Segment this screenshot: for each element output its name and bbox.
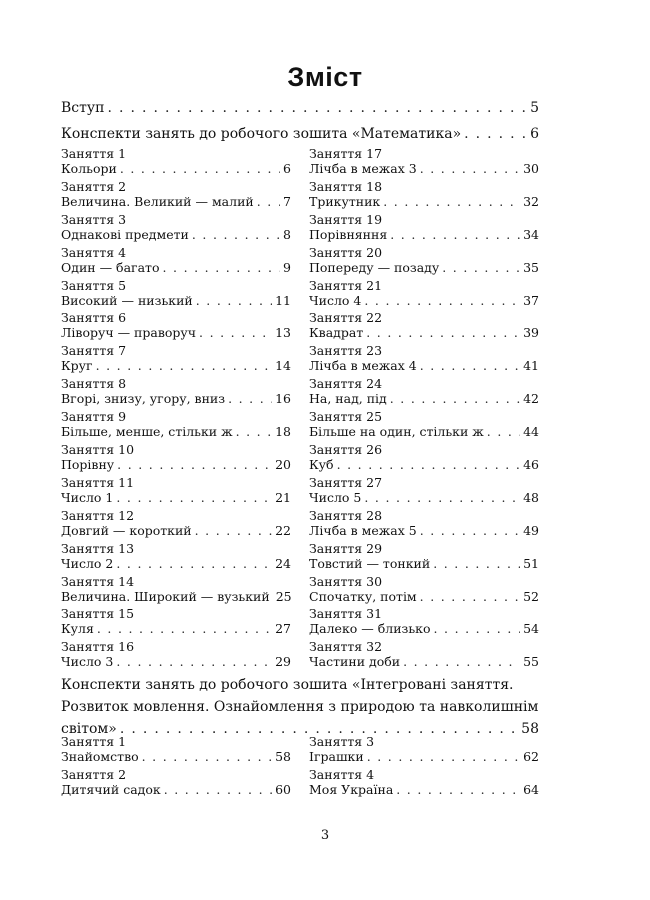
- toc-lesson-entry[interactable]: [309, 639, 539, 672]
- toc-column-right-2: [309, 734, 539, 800]
- toc-lesson-entry[interactable]: [309, 541, 539, 574]
- lesson-page: 29: [275, 654, 291, 670]
- lesson-row: [309, 293, 539, 309]
- lesson-row: [309, 589, 539, 605]
- lesson-topic: Попереду — позаду: [309, 259, 440, 275]
- lesson-row: [61, 457, 291, 473]
- toc-lesson-entry[interactable]: [309, 767, 539, 800]
- lesson-topic: Ліворуч — праворуч: [61, 325, 197, 341]
- dot-leader: [236, 424, 273, 440]
- lesson-page: 54: [523, 621, 539, 637]
- lesson-row: [61, 589, 291, 605]
- lesson-topic: На, над, під: [309, 391, 387, 407]
- lesson-row: [309, 556, 539, 572]
- toc-section-math[interactable]: [61, 126, 539, 142]
- toc-lesson-entry[interactable]: [61, 475, 291, 508]
- lesson-number: Заняття 14: [61, 573, 135, 589]
- lesson-number: Заняття 31: [309, 606, 383, 622]
- lesson-page: 62: [523, 749, 539, 764]
- lesson-number: Заняття 6: [61, 310, 127, 326]
- lesson-number: Заняття 13: [61, 540, 135, 556]
- toc-section-line: світом»: [61, 721, 117, 737]
- lesson-topic: Довгий — короткий: [61, 522, 192, 538]
- lesson-row: [309, 194, 539, 210]
- toc-lesson-entry[interactable]: [61, 574, 291, 607]
- lesson-page: 14: [275, 358, 291, 374]
- lesson-number: Заняття 21: [309, 277, 383, 293]
- lesson-number: Заняття 22: [309, 310, 383, 326]
- dot-leader: [120, 161, 280, 177]
- lesson-number: Заняття 27: [309, 474, 383, 490]
- lesson-topic: Куб: [309, 457, 334, 473]
- lesson-number: Заняття 24: [309, 376, 383, 392]
- toc-lesson-entry[interactable]: [309, 475, 539, 508]
- toc-lesson-entry[interactable]: [309, 574, 539, 607]
- toc-section-line: Конспекти занять до робочого зошита «Інтегровані заняття.: [61, 677, 514, 693]
- lesson-number: Заняття 9: [61, 409, 127, 425]
- dot-leader: [117, 457, 272, 473]
- lesson-number: Заняття 18: [309, 178, 383, 194]
- lesson-row: [309, 621, 539, 637]
- toc-entry-label: Вступ: [61, 100, 105, 116]
- dot-leader: [442, 260, 520, 276]
- lesson-topic: Вгорі, знизу, угору, вниз: [61, 391, 226, 407]
- lesson-row: [61, 293, 291, 309]
- dot-leader: [107, 100, 527, 116]
- lesson-number: Заняття 3: [309, 734, 375, 749]
- lesson-page: 32: [523, 193, 539, 209]
- lesson-row: [61, 358, 291, 374]
- toc-lesson-entry[interactable]: [61, 245, 291, 278]
- lesson-page: 24: [275, 555, 291, 571]
- lesson-topic: Число 5: [309, 489, 362, 505]
- lesson-number: Заняття 20: [309, 244, 383, 260]
- lesson-row: [61, 490, 291, 506]
- lesson-topic: Куля: [61, 621, 94, 637]
- dot-leader: [396, 782, 520, 798]
- lesson-number: Заняття 16: [61, 639, 135, 655]
- toc-lesson-entry[interactable]: [61, 639, 291, 672]
- lesson-row: [61, 654, 291, 670]
- lesson-page: 64: [523, 781, 539, 797]
- lesson-number: Заняття 4: [61, 244, 127, 260]
- dot-leader: [337, 457, 521, 473]
- lesson-row: [61, 194, 291, 210]
- dot-leader: [364, 293, 520, 309]
- toc-lesson-entry[interactable]: [309, 343, 539, 376]
- toc-lesson-entry[interactable]: [61, 541, 291, 574]
- lesson-row: [309, 654, 539, 670]
- lesson-row: [61, 325, 291, 341]
- lesson-page: 13: [275, 325, 291, 341]
- toc-section-label: Конспекти занять до робочого зошита «Математика»: [61, 126, 462, 142]
- lesson-page: 51: [523, 555, 539, 571]
- lesson-topic: Кольори: [61, 161, 117, 176]
- toc-lesson-entry[interactable]: [309, 734, 539, 767]
- lesson-page: 60: [275, 781, 291, 797]
- dot-leader: [390, 227, 520, 243]
- toc-lesson-entry[interactable]: [61, 442, 291, 475]
- lesson-row: [61, 161, 291, 177]
- toc-lesson-entry[interactable]: [61, 734, 291, 767]
- lesson-page: 22: [275, 522, 291, 538]
- lesson-page: 21: [275, 489, 291, 505]
- lesson-page: 9: [283, 259, 291, 275]
- dot-leader: [116, 490, 272, 506]
- lesson-topic: Спочатку, потім: [309, 588, 417, 604]
- toc-section-line: Розвиток мовлення. Ознайомлення з природою та навколишнім: [61, 699, 539, 715]
- lesson-row: [61, 523, 291, 539]
- lesson-page: 35: [523, 259, 539, 275]
- lesson-row: [61, 749, 291, 765]
- lesson-topic: Число 2: [61, 555, 114, 571]
- lesson-number: Заняття 30: [309, 573, 383, 589]
- lesson-topic: Більше на один, стільки ж: [309, 424, 484, 440]
- lesson-row: [309, 358, 539, 374]
- lesson-topic: Порівняння: [309, 226, 388, 242]
- toc-lesson-entry[interactable]: [309, 278, 539, 311]
- toc-lesson-entry[interactable]: [61, 606, 291, 639]
- lesson-number: Заняття 7: [61, 343, 127, 359]
- dot-leader: [199, 325, 272, 341]
- dot-leader: [257, 194, 280, 210]
- page-number: 3: [320, 828, 330, 843]
- lesson-row: [309, 782, 539, 798]
- lesson-number: Заняття 26: [309, 442, 383, 458]
- lesson-row: [61, 260, 291, 276]
- toc-lesson-entry[interactable]: [61, 508, 291, 541]
- toc-entry-page: 5: [530, 100, 539, 116]
- toc-column-right: [309, 146, 539, 672]
- lesson-topic: Величина. Великий — малий: [61, 193, 254, 209]
- lesson-row: [61, 424, 291, 440]
- lesson-page: 42: [523, 391, 539, 407]
- dot-leader: [192, 227, 280, 243]
- lesson-row: [309, 523, 539, 539]
- toc-lesson-entry[interactable]: [309, 508, 539, 541]
- lesson-row: [61, 391, 291, 407]
- lesson-page: 11: [275, 292, 291, 308]
- lesson-page: 8: [283, 226, 291, 242]
- lesson-row: [61, 227, 291, 243]
- lesson-topic: Дитячий садок: [61, 781, 161, 797]
- lesson-topic: Число 3: [61, 654, 114, 670]
- lesson-number: Заняття 3: [61, 211, 127, 227]
- toc-lesson-entry[interactable]: [61, 146, 291, 179]
- lesson-topic: Трикутник: [309, 193, 381, 209]
- lesson-row: [309, 161, 539, 177]
- lesson-topic: Частини доби: [309, 654, 401, 670]
- lesson-page: 39: [523, 325, 539, 341]
- lesson-page: 30: [523, 161, 539, 176]
- lesson-number: Заняття 32: [309, 639, 383, 655]
- toc-lesson-entry[interactable]: [61, 343, 291, 376]
- dot-leader: [96, 358, 273, 374]
- lesson-page: 34: [523, 226, 539, 242]
- toc-column-left-2: [61, 734, 291, 800]
- lesson-topic: Круг: [61, 358, 93, 374]
- lesson-row: [61, 621, 291, 637]
- lesson-number: Заняття 23: [309, 343, 383, 359]
- dot-leader: [487, 424, 520, 440]
- lesson-page: 46: [523, 457, 539, 473]
- lesson-topic: Більше, менше, стільки ж: [61, 424, 233, 440]
- lesson-topic: Товстий — тонкий: [309, 555, 431, 571]
- lesson-page: 49: [523, 522, 539, 538]
- lesson-number: Заняття 28: [309, 507, 383, 523]
- lesson-row: [309, 325, 539, 341]
- dot-leader: [196, 293, 272, 309]
- lesson-number: Заняття 1: [61, 734, 127, 749]
- toc-lesson-entry[interactable]: [309, 606, 539, 639]
- lesson-number: Заняття 29: [309, 540, 383, 556]
- lesson-page: 48: [523, 489, 539, 505]
- lesson-row: [309, 391, 539, 407]
- lesson-row: [309, 490, 539, 506]
- dot-leader: [164, 782, 272, 798]
- toc-lesson-entry[interactable]: [61, 376, 291, 409]
- lesson-topic: Моя Україна: [309, 781, 394, 797]
- lesson-number: Заняття 2: [61, 178, 127, 194]
- lesson-topic: Далеко — близько: [309, 621, 431, 637]
- lesson-page: 25: [275, 588, 292, 604]
- dot-leader: [162, 260, 280, 276]
- lesson-page: 52: [523, 588, 539, 604]
- lesson-topic: Число 1: [61, 489, 114, 505]
- lesson-topic: Порівну: [61, 457, 115, 473]
- lesson-topic: Лічба в межах 5: [309, 522, 417, 538]
- toc-section-integrated[interactable]: [61, 674, 539, 740]
- lesson-topic: Квадрат: [309, 325, 364, 341]
- toc-section-page: 6: [530, 126, 539, 142]
- lesson-row: [61, 782, 291, 798]
- dot-leader: [403, 654, 520, 670]
- lesson-row: [61, 556, 291, 572]
- lesson-row: [309, 260, 539, 276]
- toc-lesson-entry[interactable]: [309, 310, 539, 343]
- lesson-page: 55: [523, 654, 539, 670]
- toc-lesson-entry[interactable]: [309, 409, 539, 442]
- dot-leader: [97, 621, 272, 637]
- lesson-topic: Число 4: [309, 292, 362, 308]
- lesson-number: Заняття 5: [61, 277, 127, 293]
- dot-leader: [116, 654, 272, 670]
- dot-leader: [420, 358, 520, 374]
- toc-column-left: [61, 146, 291, 672]
- lesson-row: [309, 227, 539, 243]
- lesson-topic: Величина. Широкий — вузький: [61, 588, 270, 604]
- lesson-page: 44: [523, 424, 539, 440]
- toc-lesson-entry[interactable]: [309, 442, 539, 475]
- lesson-number: Заняття 17: [309, 146, 383, 161]
- lesson-page: 20: [275, 457, 291, 473]
- dot-leader: [390, 391, 520, 407]
- lesson-number: Заняття 4: [309, 766, 375, 782]
- dot-leader: [116, 556, 272, 572]
- dot-leader: [433, 556, 520, 572]
- dot-leader: [195, 523, 272, 539]
- lesson-number: Заняття 19: [309, 211, 383, 227]
- toc-lesson-entry[interactable]: [61, 310, 291, 343]
- lesson-number: Заняття 2: [61, 766, 127, 782]
- dot-leader: [228, 391, 272, 407]
- lesson-topic: Лічба в межах 4: [309, 358, 417, 374]
- lesson-number: Заняття 11: [61, 474, 135, 490]
- toc-lesson-entry[interactable]: [309, 212, 539, 245]
- lesson-topic: Лічба в межах 3: [309, 161, 417, 176]
- dot-leader: [383, 194, 520, 210]
- toc-lesson-entry[interactable]: [61, 767, 291, 800]
- lesson-page: 58: [275, 749, 291, 764]
- dot-leader: [464, 126, 527, 142]
- toc-lesson-entry[interactable]: [309, 146, 539, 179]
- lesson-topic: Однакові предмети: [61, 226, 189, 242]
- lesson-topic: Знайомство: [61, 749, 139, 764]
- dot-leader: [434, 621, 521, 637]
- lesson-page: 6: [283, 161, 291, 176]
- toc-entry-intro[interactable]: [61, 100, 539, 116]
- dot-leader: [420, 523, 520, 539]
- lesson-row: [309, 749, 539, 765]
- lesson-page: 37: [523, 292, 539, 308]
- lesson-number: Заняття 25: [309, 409, 383, 425]
- toc-lesson-entry[interactable]: [61, 179, 291, 212]
- dot-leader: [366, 325, 520, 341]
- lesson-page: 7: [283, 193, 291, 209]
- dot-leader: [364, 490, 520, 506]
- dot-leader: [420, 161, 520, 177]
- lesson-page: 41: [523, 358, 539, 374]
- toc-lesson-entry[interactable]: [309, 376, 539, 409]
- lesson-topic: Іграшки: [309, 749, 364, 764]
- toc-lesson-entry[interactable]: [61, 278, 291, 311]
- lesson-number: Заняття 12: [61, 507, 135, 523]
- dot-leader: [420, 589, 520, 605]
- lesson-topic: Один — багато: [61, 259, 160, 275]
- lesson-row: [309, 457, 539, 473]
- toc-lesson-entry[interactable]: [61, 409, 291, 442]
- dot-leader: [367, 749, 520, 765]
- toc-lesson-entry[interactable]: [309, 179, 539, 212]
- toc-lesson-entry[interactable]: [61, 212, 291, 245]
- lesson-number: Заняття 8: [61, 376, 127, 392]
- page-title: Зміст: [287, 62, 363, 92]
- lesson-number: Заняття 1: [61, 146, 127, 161]
- toc-lesson-entry[interactable]: [309, 245, 539, 278]
- lesson-page: 16: [275, 391, 291, 407]
- lesson-page: 27: [275, 621, 291, 637]
- lesson-topic: Високий — низький: [61, 292, 193, 308]
- lesson-number: Заняття 15: [61, 606, 135, 622]
- dot-leader: [142, 749, 272, 765]
- lesson-number: Заняття 10: [61, 442, 135, 458]
- toc-section-page: 58: [521, 721, 539, 737]
- lesson-page: 18: [275, 424, 291, 440]
- lesson-row: [309, 424, 539, 440]
